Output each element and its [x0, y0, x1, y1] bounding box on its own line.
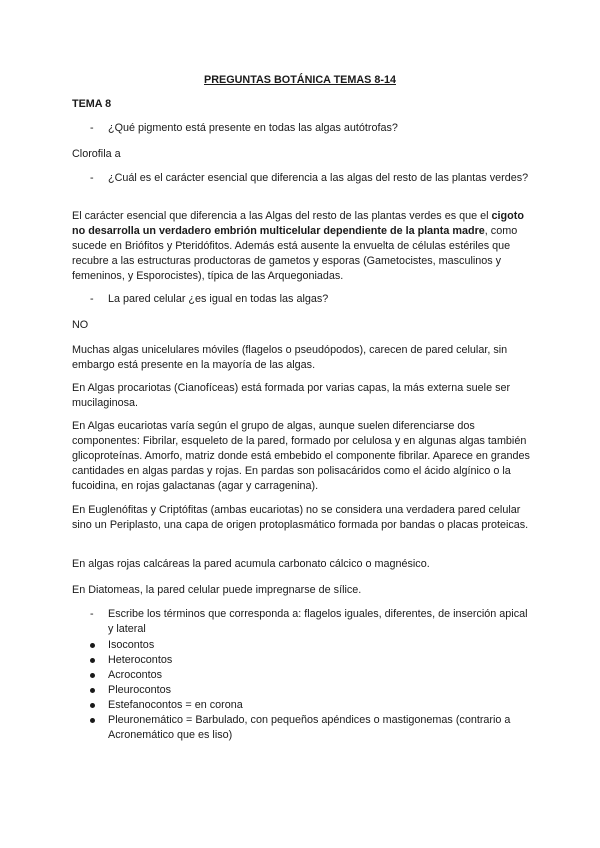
answer-2-intro: El carácter esencial que diferencia a las Algas del resto de las plantas verdes es que el — [72, 210, 492, 222]
bullet-icon — [90, 673, 95, 678]
list-item — [90, 683, 530, 698]
term-text: Pleurocontos — [108, 684, 172, 696]
bullet-icon — [90, 688, 95, 693]
list-item — [90, 698, 530, 713]
question-3 — [90, 292, 530, 307]
dash-marker: - — [90, 172, 94, 184]
list-item — [90, 713, 530, 743]
question-text: ¿Cuál es el carácter esencial que diferencia a las algas del resto de las plantas verdes? — [108, 172, 529, 184]
paragraph-diatomeas: En Diatomeas, la pared celular puede impregnarse de sílice. — [72, 584, 362, 596]
answer-1: Clorofila a — [72, 148, 121, 160]
paragraph-eucariotas: En Algas eucariotas varía según el grupo de algas, aunque suelen diferenciarse dos componentes: Fibrilar, esqueleto de la pared, formado por celulosa y en algunas algas también glicoproteínas. Amorfo, matriz donde está embebido el componente fibrilar. Aparece en grandes cantidades en algas pardas y rojas. En pardas son polisacáridos como el ácido algínico o la fucoidina, en rojas galactanas (agar y carragenina). — [72, 420, 530, 492]
question-text: La pared celular ¿es igual en todas las algas? — [108, 293, 329, 305]
dash-marker: - — [90, 293, 94, 305]
terms-list — [90, 638, 530, 743]
paragraph-euglenofitas: En Euglenófitas y Criptófitas (ambas eucariotas) no se considera una verdadera pared celular sino un Periplasto, una capa de origen protoplasmático formada por bandas o placas proteicas. — [72, 504, 529, 531]
question-4 — [90, 607, 530, 637]
paragraph-unicelulares: Muchas algas unicelulares móviles (flagelos o pseudópodos), carecen de pared celular, sin embargo está presente en la mayoría de las algas. — [72, 344, 508, 371]
bullet-icon — [90, 658, 95, 663]
list-item — [90, 638, 530, 653]
bullet-icon — [90, 718, 95, 723]
question-text: Escribe los términos que corresponda a: flagelos iguales, diferentes, de inserción apical y lateral — [108, 608, 528, 635]
term-text: Heterocontos — [108, 654, 173, 666]
term-text: Estefanocontos = en corona — [108, 699, 243, 711]
paragraph-procariotas: En Algas procariotas (Cianofíceas) está formada por varias capas, la más externa suele ser mucilaginosa. — [72, 382, 511, 409]
document-title: PREGUNTAS BOTÁNICA TEMAS 8-14 — [204, 74, 396, 86]
question-2 — [90, 171, 530, 186]
list-item — [90, 653, 530, 668]
answer-3: NO — [72, 319, 89, 331]
section-heading: TEMA 8 — [72, 98, 112, 110]
question-1 — [90, 121, 530, 136]
answer-2 — [72, 209, 532, 284]
bullet-icon — [90, 643, 95, 648]
paragraph-algas-rojas: En algas rojas calcáreas la pared acumula carbonato cálcico o magnésico. — [72, 558, 430, 570]
term-text: Pleuronemático = Barbulado, con pequeños apéndices o mastigonemas (contrario a Acronemático que es liso) — [108, 714, 511, 741]
answer-2-bold: cigoto no desarrolla un verdadero embrión multicelular dependiente de la planta madre — [72, 210, 524, 237]
list-item — [90, 668, 530, 683]
answer-2-rest: , como sucede en Briófitos y Pteridófitos. Además está ausente la envuelta de células estériles que recubre a las estructuras productoras de gametos y esporas (Gametocistes, masculinos y femeninos, y Esporocistes), típica de las Arquegoniadas. — [72, 225, 518, 282]
bullet-icon — [90, 703, 95, 708]
dash-marker: - — [90, 122, 94, 134]
dash-marker: - — [90, 608, 94, 620]
question-text: ¿Qué pigmento está presente en todas las algas autótrofas? — [108, 122, 398, 134]
term-text: Isocontos — [108, 639, 155, 651]
term-text: Acrocontos — [108, 669, 163, 681]
